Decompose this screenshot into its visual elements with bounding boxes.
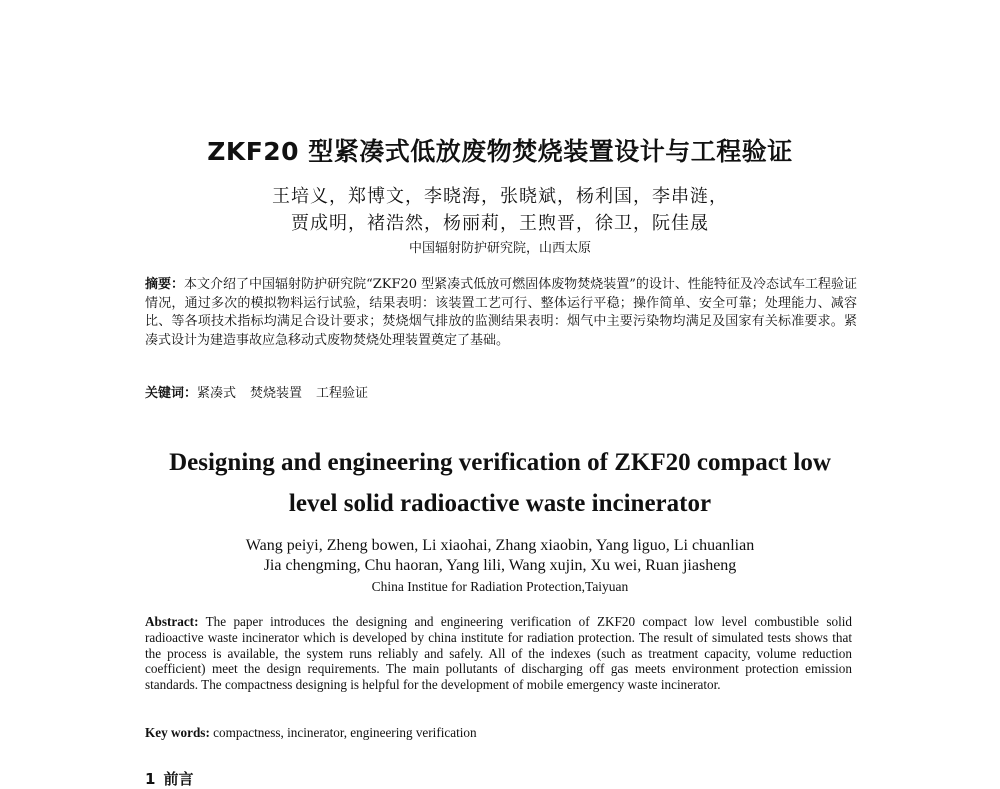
english-affiliation: China Institue for Radiation Protection,Taiyuan	[371, 579, 629, 594]
chinese-abstract-text: 本文介绍了中国辐射防护研究院“ZKF20 型紧凑式低放可燃固体废物焚烧装置”的设计、性能特征及冷态试车工程验证情况，通过多次的模拟物料运行试验，结果表明：该装置工艺可行、整体运行平稳；操作简单、安全可靠；处理能力、减容比、等各项技术指标均满足合设计要求；焚烧烟气排放的监测结果表明：烟气中主要污染物均满足及国家有关标准要求。紧凑式设计为建造事故应急移动式废物焚烧处理装置奠定了基础。	[145, 277, 857, 348]
chinese-keyword: 焚烧装置	[250, 386, 303, 401]
chinese-abstract-label: 摘要：	[145, 277, 185, 292]
english-keywords-label: Key words:	[145, 725, 210, 740]
section-title: 前言	[163, 770, 194, 788]
chinese-keywords	[145, 382, 857, 401]
english-authors-line-1: Wang peiyi, Zheng bowen, Li xiaohai, Zhang xiaobin, Yang liguo, Li chuanlian	[245, 537, 755, 554]
english-title-line-1: Designing and engineering verification of ZKF20 compact low	[169, 449, 831, 476]
chinese-keywords-label: 关键词：	[145, 386, 198, 401]
chinese-authors-line-1: 王培义，郑博文，李晓海，张晓斌，杨利国，李串涟，	[272, 186, 728, 207]
chinese-keyword: 紧凑式	[197, 386, 237, 401]
english-keywords-text: compactness, incinerator, engineering verification	[213, 725, 477, 740]
section-heading	[145, 768, 193, 789]
chinese-affiliation: 中国辐射防护研究院，山西太原	[408, 241, 591, 256]
chinese-abstract	[145, 276, 857, 350]
english-authors-line-2: Jia chengming, Chu haoran, Yang lili, Wang xujin, Xu wei, Ruan jiasheng	[263, 557, 737, 574]
chinese-authors-line-2: 贾成明，褚浩然，杨丽莉，王煦晋，徐卫，阮佳晟	[291, 213, 709, 234]
english-keywords	[145, 725, 852, 741]
chinese-title: ZKF20 型紧凑式低放废物焚烧装置设计与工程验证	[207, 137, 793, 166]
english-abstract	[145, 614, 852, 693]
chinese-keyword: 工程验证	[316, 386, 369, 401]
english-abstract-label: Abstract:	[145, 614, 199, 629]
english-abstract-text: The paper introduces the designing and engineering verification of ZKF20 compact low level combustible solid radioactive waste incinerator which is developed by china institute for radiation protection. The result of simulated tests shows that the process is available, the system runs reliably and safely. All of the indexes (such as treatment capacity, volume reduction coefficient) meet the design requirements. The main pollutants of discharging off gas meets environment protection emission standards. The compactness designing is helpful for the development of mobile emergency waste incinerator.	[145, 614, 852, 693]
section-number: 1	[145, 770, 156, 788]
english-title-line-2: level solid radioactive waste incinerator	[288, 490, 712, 517]
